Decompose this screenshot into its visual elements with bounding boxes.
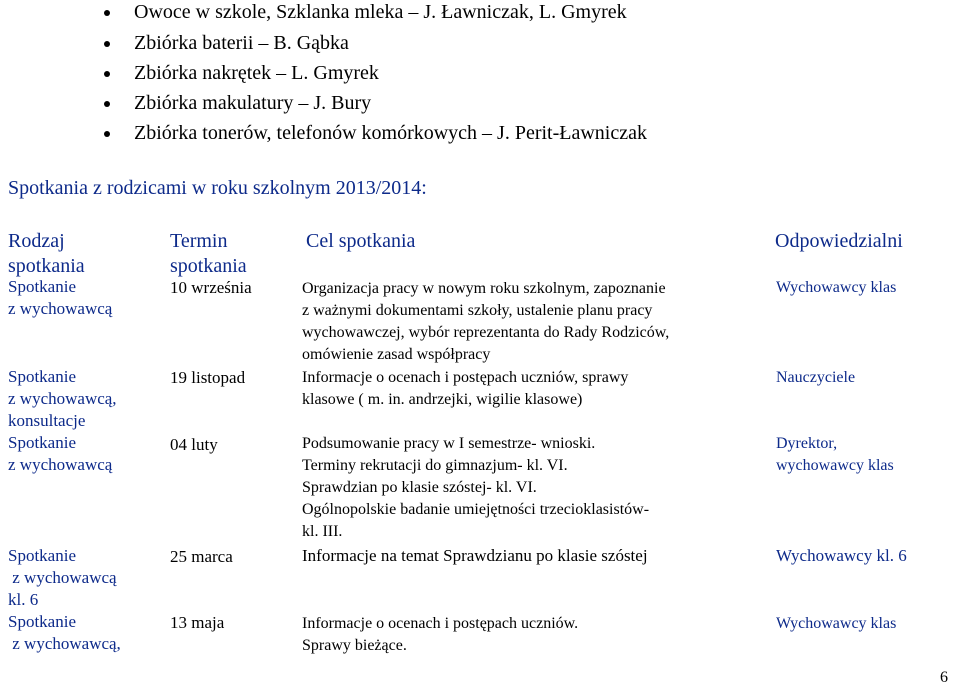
header-type-line1: Rodzaj: [8, 230, 65, 252]
row-type: z wychowawcą: [8, 568, 117, 587]
row-responsible: Wychowawcy kl. 6: [776, 546, 907, 565]
list-item-text: Zbiórka nakrętek – L. Gmyrek: [134, 62, 379, 84]
row-type: z wychowawcą,: [8, 634, 121, 653]
list-item-text: Owoce w szkole, Szklanka mleka – J. Ławniczak, L. Gmyrek: [134, 1, 627, 23]
row-type: Spotkanie: [8, 612, 76, 631]
row-type: z wychowawcą: [8, 299, 113, 318]
row-goal: Informacje o ocenach i postępach uczniów.: [302, 615, 579, 632]
bullet-icon: [104, 71, 110, 77]
row-date: 04 luty: [170, 435, 218, 454]
list-item-text: Zbiórka makulatury – J. Bury: [134, 92, 372, 114]
row-type: Spotkanie: [8, 546, 76, 565]
row-type: z wychowawcą: [8, 455, 113, 474]
row-goal: klasowe ( m. in. andrzejki, wigilie klasowe): [302, 391, 583, 408]
row-goal: Organizacja pracy w nowym roku szkolnym, zapoznanie: [302, 280, 666, 297]
header-goal: Cel spotkania: [306, 230, 416, 252]
bullet-icon: [104, 10, 110, 16]
row-goal: wychowawczej, wybór reprezentanta do Rady Rodziców,: [302, 324, 670, 341]
header-responsible: Odpowiedzialni: [775, 230, 903, 252]
header-date-line1: Termin: [170, 230, 228, 252]
bullet-icon: [104, 101, 110, 107]
row-responsible: Wychowawcy klas: [776, 615, 897, 632]
row-type: Spotkanie: [8, 277, 76, 296]
row-goal: kl. III.: [302, 523, 343, 540]
row-goal: Terminy rekrutacji do gimnazjum- kl. VI.: [302, 457, 568, 474]
row-type: Spotkanie: [8, 367, 76, 386]
row-date: 13 maja: [170, 613, 225, 632]
row-responsible: Wychowawcy klas: [776, 279, 897, 296]
row-type: kl. 6: [8, 590, 39, 609]
row-goal: omówienie zasad współpracy: [302, 346, 491, 363]
row-type: Spotkanie: [8, 433, 76, 452]
row-goal: Sprawy bieżące.: [302, 637, 407, 654]
list-item-text: Zbiórka tonerów, telefonów komórkowych – J. Perit-Ławniczak: [134, 122, 647, 144]
row-type: konsultacje: [8, 411, 86, 430]
row-date: 10 września: [170, 278, 252, 297]
row-type: z wychowawcą,: [8, 389, 117, 408]
row-goal: z ważnymi dokumentami szkoły, ustalenie planu pracy: [302, 302, 653, 319]
list-item-text: Zbiórka baterii – B. Gąbka: [134, 32, 349, 54]
row-goal: Informacje na temat Sprawdzianu po klasie szóstej: [302, 546, 648, 565]
bullet-icon: [104, 41, 110, 47]
row-goal: Ogólnopolskie badanie umiejętności trzecioklasistów-: [302, 501, 650, 518]
row-responsible: wychowawcy klas: [776, 457, 894, 474]
row-responsible: Nauczyciele: [776, 369, 856, 386]
row-goal: Podsumowanie pracy w I semestrze- wnioski.: [302, 435, 596, 452]
row-date: 25 marca: [170, 547, 233, 566]
header-date-line2: spotkania: [170, 255, 247, 277]
row-goal: Sprawdzian po klasie szóstej- kl. VI.: [302, 479, 537, 496]
row-date: 19 listopad: [170, 368, 246, 387]
row-goal: Informacje o ocenach i postępach uczniów, sprawy: [302, 369, 629, 386]
bullet-icon: [104, 131, 110, 137]
header-type-line2: spotkania: [8, 255, 85, 277]
section-heading: Spotkania z rodzicami w roku szkolnym 2013/2014:: [8, 177, 427, 199]
page-number: 6: [940, 669, 948, 686]
row-responsible: Dyrektor,: [776, 435, 838, 452]
